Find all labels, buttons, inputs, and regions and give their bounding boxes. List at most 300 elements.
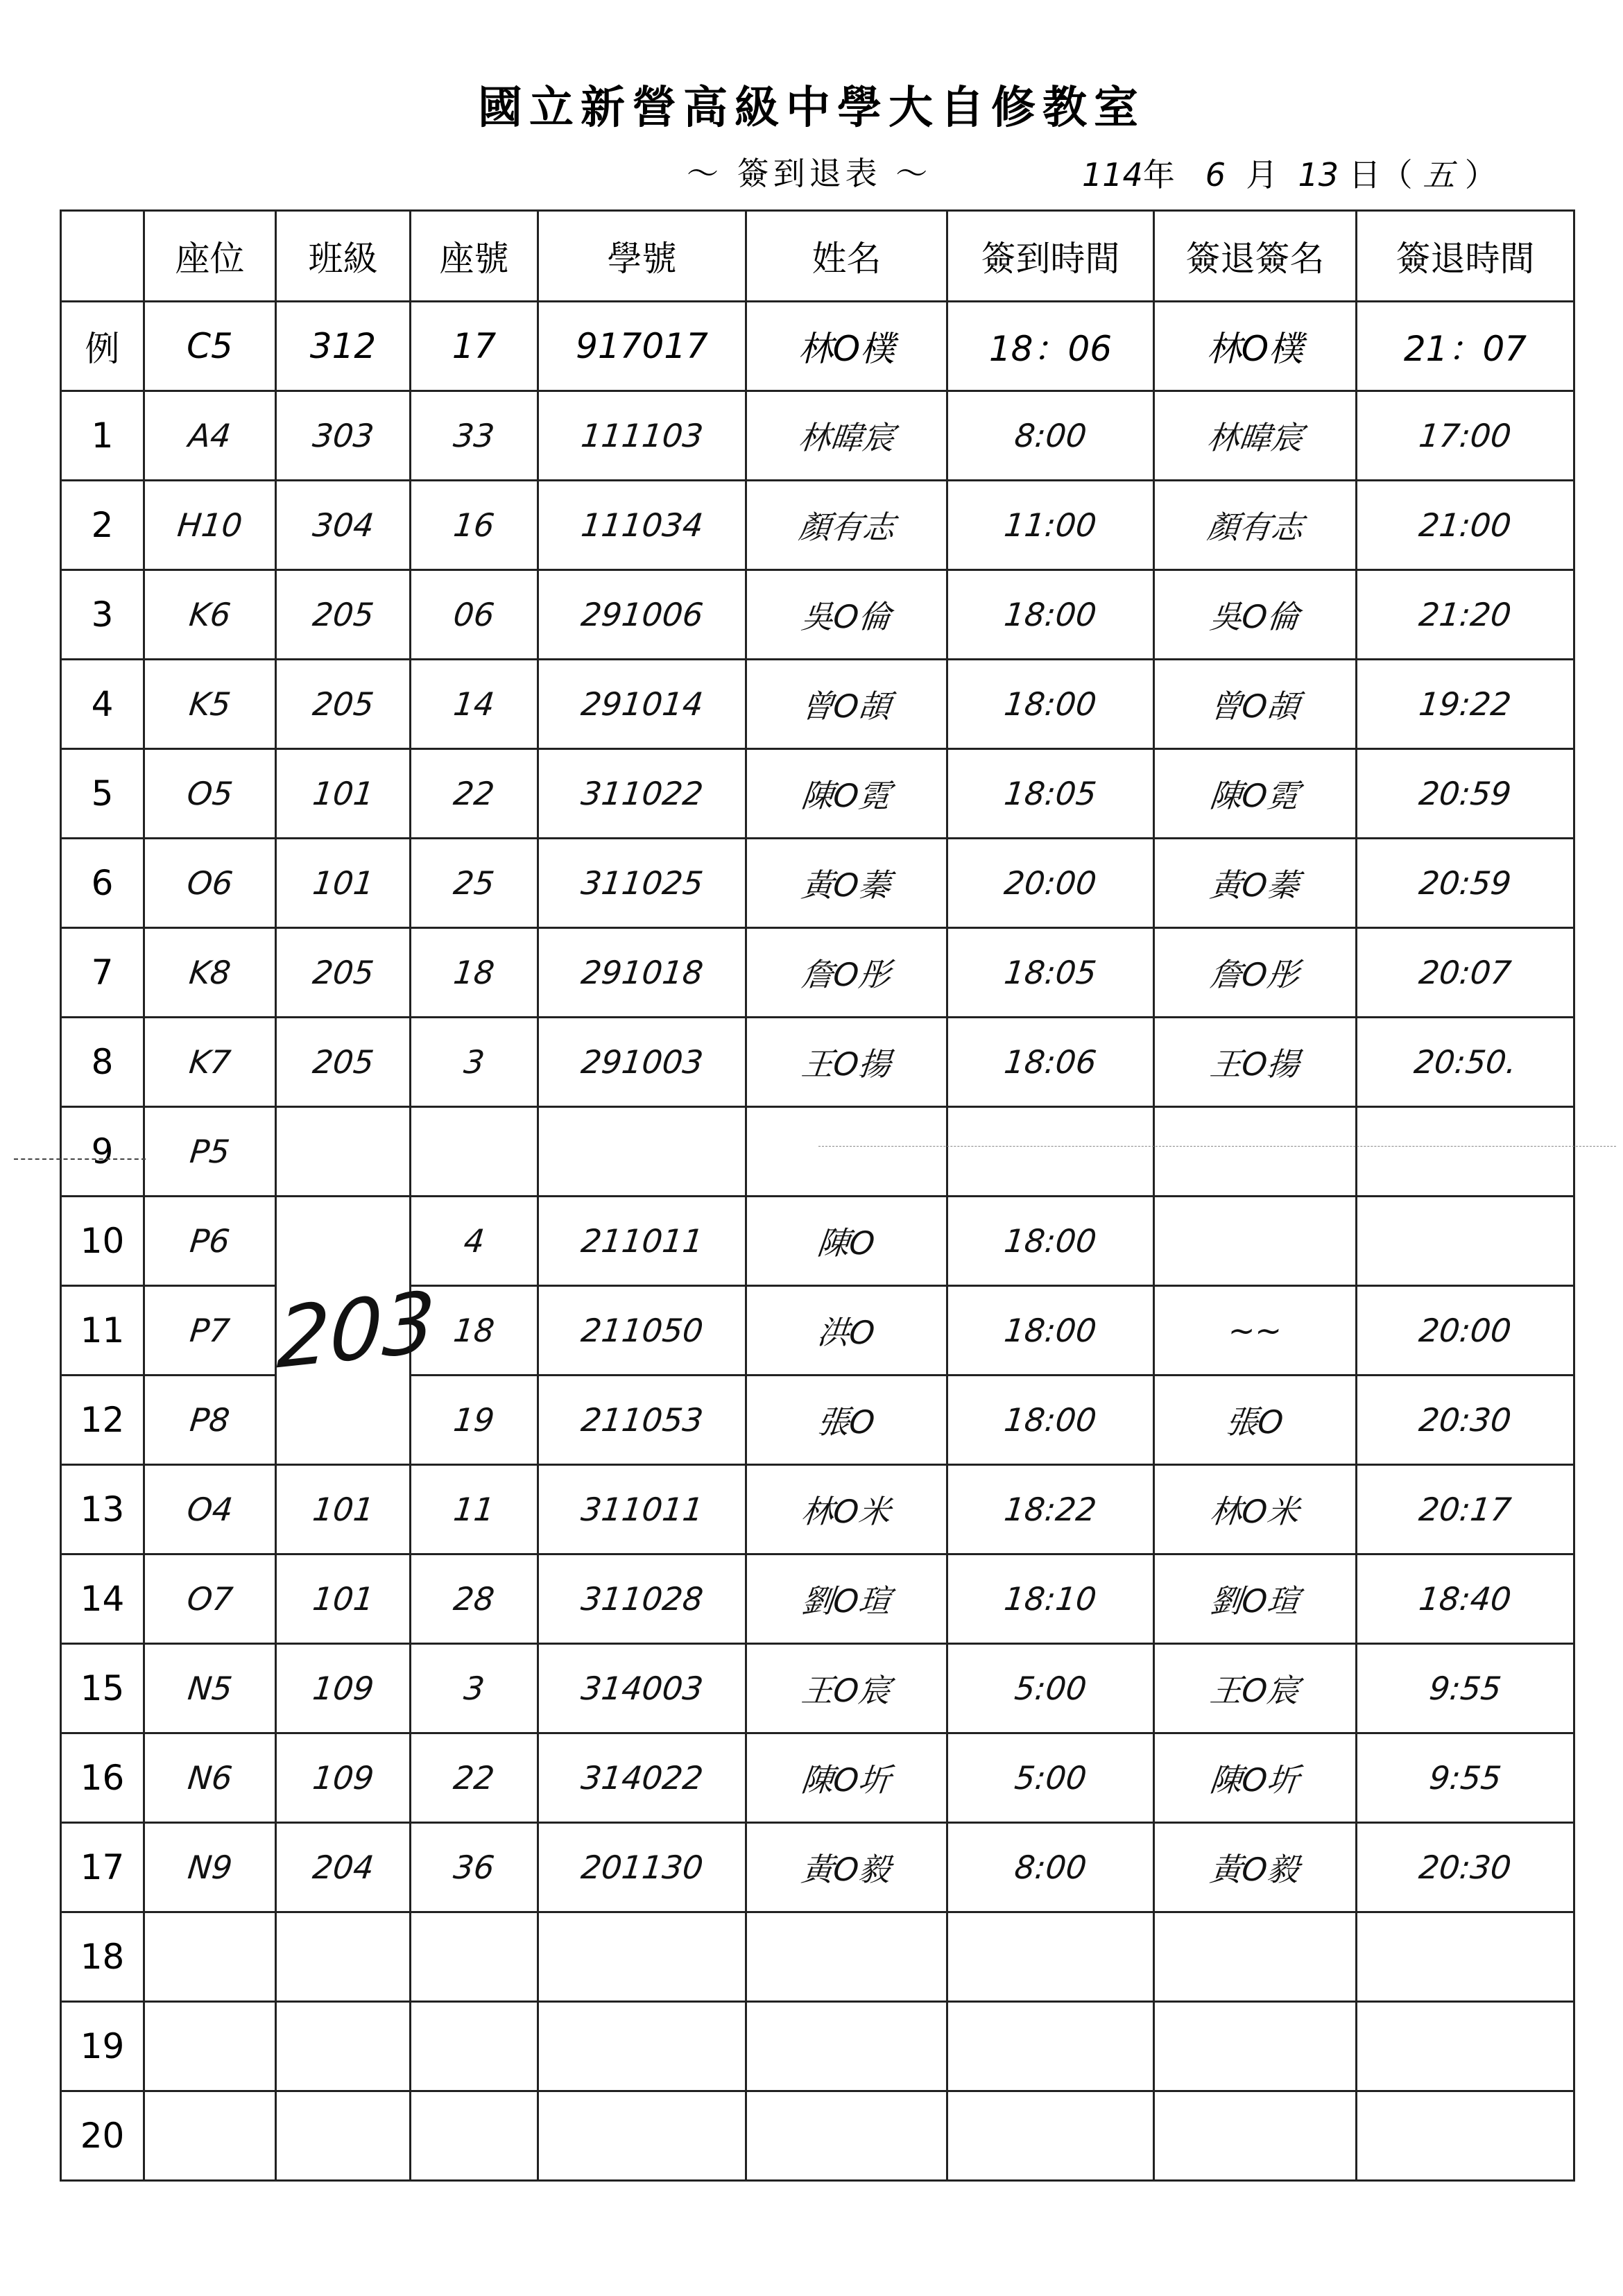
student-id-cell-value: 311011 — [578, 1491, 705, 1528]
sign-in-time-cell — [947, 1823, 1154, 1912]
sign-out-time-cell-value: 9:55 — [1427, 1759, 1503, 1797]
table-row — [61, 1733, 1574, 1823]
seat-no-cell-value: 18 — [452, 1312, 497, 1349]
class-cell — [276, 749, 411, 839]
table-row — [61, 928, 1574, 1018]
table-row — [61, 1465, 1574, 1554]
student-id-cell — [538, 839, 746, 928]
seat-no-cell — [411, 1465, 538, 1554]
name-cell-value: 洪O — [816, 1314, 877, 1351]
name-cell — [746, 928, 947, 1018]
table-row — [61, 1823, 1574, 1912]
col-header-class: 班級 — [276, 211, 411, 302]
sign-in-time-cell-value: 18:06 — [1002, 1043, 1099, 1081]
scan-artifact-line — [14, 1158, 146, 1160]
seat-cell-value: O7 — [184, 1580, 235, 1618]
seat-cell — [144, 2002, 276, 2091]
sign-out-signature-cell-value: 曾O頡 — [1208, 687, 1302, 725]
row-index: 7 — [61, 928, 144, 1018]
sign-in-time-cell — [947, 1733, 1154, 1823]
col-header-seat: 座位 — [144, 211, 276, 302]
sign-in-time-cell-value: 18:00 — [1002, 1312, 1099, 1349]
seat-cell-value: N5 — [185, 1670, 234, 1707]
seat-no-cell-value: 36 — [452, 1849, 497, 1886]
name-cell-value: 詹O彤 — [800, 956, 893, 993]
sign-out-signature-cell — [1154, 1286, 1357, 1376]
sign-out-signature-cell-value: 詹O彤 — [1208, 956, 1302, 993]
class-cell — [276, 1554, 411, 1644]
seat-no-cell — [411, 1823, 538, 1912]
name-cell-value: 王O宸 — [800, 1672, 893, 1709]
example-row — [61, 302, 1574, 391]
seat-no-cell — [411, 660, 538, 749]
sign-out-time-cell — [1357, 660, 1574, 749]
seat-cell — [144, 1107, 276, 1197]
name-cell — [746, 1912, 947, 2002]
class-cell-value: 205 — [310, 596, 376, 633]
sign-out-signature-cell — [1154, 481, 1357, 570]
table-row — [61, 1912, 1574, 2002]
class-cell — [276, 391, 411, 481]
table-row — [61, 570, 1574, 660]
sign-in-time-cell — [947, 570, 1154, 660]
sign-in-time-cell — [947, 1286, 1154, 1376]
sign-in-time-cell-value: 18:10 — [1002, 1580, 1099, 1618]
student-id-cell — [538, 1376, 746, 1465]
seat-no-cell-value: 28 — [452, 1580, 497, 1618]
name-cell-value: 黃O蓁 — [800, 866, 893, 904]
seat-no-cell-value: 18 — [452, 954, 497, 991]
class-cell-value: 101 — [310, 775, 376, 812]
sign-out-time-cell — [1357, 1554, 1574, 1644]
name-cell-value: 吳O倫 — [800, 598, 893, 635]
student-id-cell-value: 211011 — [578, 1222, 705, 1260]
name-cell — [746, 2091, 947, 2181]
row-index: 10 — [61, 1197, 144, 1286]
name-cell-value: 林暐宸 — [796, 419, 897, 456]
sign-out-signature-cell — [1154, 1733, 1357, 1823]
sign-out-time-cell-value: 21:00 — [1417, 506, 1513, 544]
seat-no-cell-value: 33 — [452, 417, 497, 454]
row-index: 13 — [61, 1465, 144, 1554]
sign-out-signature-cell-value: 黃O毅 — [1208, 1851, 1302, 1888]
sign-in-time-cell — [947, 391, 1154, 481]
sign-out-time-cell-value: 20:59 — [1417, 864, 1513, 902]
class-cell-value: 204 — [310, 1849, 376, 1886]
seat-no-cell — [411, 1107, 538, 1197]
student-id-cell-value: 211050 — [578, 1312, 705, 1349]
sign-out-time-cell — [1357, 391, 1574, 481]
sign-out-time-cell-value: 19:22 — [1417, 685, 1513, 723]
sign-out-time-cell-value: 20:30 — [1417, 1401, 1513, 1439]
col-header-index — [61, 211, 144, 302]
subtitle: ～ 簽到退表 ～ — [687, 155, 932, 192]
student-id-cell-value: 311022 — [578, 775, 705, 812]
sign-out-time-cell — [1357, 1465, 1574, 1554]
student-id-cell — [538, 1465, 746, 1554]
class-cell — [276, 1465, 411, 1554]
sign-out-signature-cell — [1154, 928, 1357, 1018]
name-cell — [746, 1286, 947, 1376]
col-header-seat-no: 座號 — [411, 211, 538, 302]
seat-no-cell — [411, 1197, 538, 1286]
seat-cell-value: K7 — [187, 1043, 233, 1081]
sign-out-time-cell — [1357, 1018, 1574, 1107]
seat-no-cell-value: 06 — [452, 596, 497, 633]
seat-no-cell — [411, 481, 538, 570]
sign-out-time-cell — [1357, 1376, 1574, 1465]
class-cell — [276, 1644, 411, 1733]
table-row — [61, 1107, 1574, 1197]
sign-in-time-cell — [947, 1644, 1154, 1733]
sign-in-time-cell — [947, 1465, 1154, 1554]
seat-no-cell — [411, 2002, 538, 2091]
seat-cell — [144, 749, 276, 839]
seat-cell — [144, 1376, 276, 1465]
name-cell — [746, 570, 947, 660]
student-id-cell — [538, 2002, 746, 2091]
sign-in-time-cell — [947, 2002, 1154, 2091]
sign-out-time-cell-value: 20:00 — [1417, 1312, 1513, 1349]
seat-cell-value: O6 — [184, 864, 235, 902]
name-cell-value: 陳O圻 — [800, 1761, 893, 1799]
class-cell-value: 205 — [310, 954, 376, 991]
row-index: 12 — [61, 1376, 144, 1465]
class-cell — [276, 481, 411, 570]
student-id-cell — [538, 1197, 746, 1286]
student-id-cell-value: 201130 — [578, 1849, 705, 1886]
date-weekday: 五 — [1423, 156, 1455, 194]
table-row — [61, 1197, 1574, 1286]
name-cell — [746, 1018, 947, 1107]
seat-no-cell — [411, 839, 538, 928]
table-row — [61, 2002, 1574, 2091]
seat-no-cell — [411, 1376, 538, 1465]
seat-cell — [144, 1644, 276, 1733]
date-month: 6 — [1205, 156, 1226, 194]
name-cell — [746, 839, 947, 928]
seat-cell-value: O4 — [184, 1491, 235, 1528]
sign-out-time-cell — [1357, 570, 1574, 660]
sign-out-time-cell — [1357, 839, 1574, 928]
name-cell — [746, 1465, 947, 1554]
row-index: 14 — [61, 1554, 144, 1644]
sign-in-time-cell-value: 8:00 — [1013, 417, 1088, 454]
sign-out-signature-cell-value: 陳O霓 — [1208, 777, 1302, 814]
seat-cell — [144, 839, 276, 928]
sign-out-time-cell — [1357, 1197, 1574, 1286]
name-cell — [746, 1644, 947, 1733]
class-cell — [276, 839, 411, 928]
student-id-cell-value: 111034 — [578, 506, 705, 544]
name-cell — [746, 481, 947, 570]
sign-out-signature-cell-value: 顏有志 — [1205, 508, 1305, 546]
student-id-cell-value: 311025 — [578, 864, 705, 902]
name-cell — [746, 1733, 947, 1823]
row-index: 5 — [61, 749, 144, 839]
table-row — [61, 481, 1574, 570]
sign-in-time-cell — [947, 1554, 1154, 1644]
student-id-cell-value: 211053 — [578, 1401, 705, 1439]
page-title: 國立新營高級中學大自修教室 — [478, 82, 1145, 134]
sign-out-time-cell-value: 20:17 — [1417, 1491, 1513, 1528]
seat-cell — [144, 660, 276, 749]
sign-in-time-cell-value: 18:22 — [1002, 1491, 1099, 1528]
name-cell-value: 顏有志 — [796, 508, 897, 546]
seat-cell — [144, 1823, 276, 1912]
name-cell-value: 劉O瑄 — [800, 1582, 893, 1620]
student-id-cell — [538, 1733, 746, 1823]
name-cell-value: 曾O頡 — [800, 687, 893, 725]
sign-in-time-cell-value: 20:00 — [1002, 864, 1099, 902]
sign-in-time-cell — [947, 1107, 1154, 1197]
date-year: 114 — [1082, 156, 1143, 194]
class-cell — [276, 1107, 411, 1197]
class-cell — [276, 660, 411, 749]
table-row — [61, 749, 1574, 839]
sign-out-time-cell — [1357, 2091, 1574, 2181]
sign-out-time-cell-value: 20:30 — [1417, 1849, 1513, 1886]
seat-cell-value: N9 — [185, 1849, 234, 1886]
seat-no-cell-value: 3 — [462, 1670, 486, 1707]
seat-no-cell-value: 22 — [452, 775, 497, 812]
seat-no-cell — [411, 1554, 538, 1644]
class-cell-value: 303 — [310, 417, 376, 454]
seat-cell — [144, 1286, 276, 1376]
col-header-sign-in-time: 簽到時間 — [947, 211, 1154, 302]
table-row — [61, 1018, 1574, 1107]
sign-in-time-cell-value: 18:00 — [1002, 685, 1099, 723]
col-header-sign-out-time: 簽退時間 — [1357, 211, 1574, 302]
student-id-cell — [538, 1554, 746, 1644]
sign-in-time-cell-value: 18:00 — [1002, 1401, 1099, 1439]
class-cell-value: 101 — [310, 864, 376, 902]
student-id-cell — [538, 481, 746, 570]
table-row — [61, 660, 1574, 749]
name-cell — [746, 1823, 947, 1912]
seat-cell — [144, 1465, 276, 1554]
col-header-name: 姓名 — [746, 211, 947, 302]
row-index: 18 — [61, 1912, 144, 2002]
student-id-cell — [538, 1823, 746, 1912]
example-sign-in-time-cell: 18：06 — [947, 302, 1154, 391]
row-index: 8 — [61, 1018, 144, 1107]
sign-in-time-cell — [947, 928, 1154, 1018]
seat-no-cell — [411, 391, 538, 481]
sign-in-time-cell-value: 18:05 — [1002, 775, 1099, 812]
sign-out-signature-cell — [1154, 1823, 1357, 1912]
student-id-cell — [538, 928, 746, 1018]
sign-in-time-cell — [947, 749, 1154, 839]
student-id-cell-value: 311028 — [578, 1580, 705, 1618]
student-id-cell-value: 314022 — [578, 1759, 705, 1797]
sign-out-time-cell — [1357, 1107, 1574, 1197]
name-cell — [746, 391, 947, 481]
sign-in-time-cell — [947, 839, 1154, 928]
name-cell — [746, 1107, 947, 1197]
row-index: 19 — [61, 2002, 144, 2091]
sign-out-signature-cell — [1154, 1554, 1357, 1644]
sign-out-signature-cell-value: ~~ — [1226, 1312, 1284, 1349]
class-cell — [276, 1823, 411, 1912]
class-cell — [276, 2091, 411, 2181]
sign-out-time-cell — [1357, 2002, 1574, 2091]
class-cell-value: 101 — [310, 1580, 376, 1618]
example-sign-out-signature-cell: 林O樸 — [1154, 302, 1357, 391]
row-index: 17 — [61, 1823, 144, 1912]
date-line: 114年 6 月 13 日（ 五 ） — [1082, 156, 1497, 194]
sign-out-time-cell-value: 21:20 — [1417, 596, 1513, 633]
date-month-label: 月 — [1246, 156, 1278, 194]
row-index: 4 — [61, 660, 144, 749]
scan-artifact-line — [818, 1146, 1616, 1147]
class-cell — [276, 928, 411, 1018]
sign-in-time-cell — [947, 1197, 1154, 1286]
sign-out-signature-cell — [1154, 391, 1357, 481]
sign-in-time-cell-value: 8:00 — [1013, 1849, 1088, 1886]
sign-in-time-cell-value: 11:00 — [1002, 506, 1099, 544]
class-cell-value: 101 — [310, 1491, 376, 1528]
seat-no-cell — [411, 1644, 538, 1733]
sign-in-time-cell — [947, 1912, 1154, 2002]
row-index: 3 — [61, 570, 144, 660]
row-index: 9 — [61, 1107, 144, 1197]
date-year-label: 年 — [1142, 156, 1175, 194]
col-header-sign-out-signature: 簽退簽名 — [1154, 211, 1357, 302]
student-id-cell — [538, 570, 746, 660]
table-row — [61, 2091, 1574, 2181]
name-cell — [746, 2002, 947, 2091]
row-index: 2 — [61, 481, 144, 570]
student-id-cell — [538, 1286, 746, 1376]
example-seat-cell: C5 — [144, 302, 276, 391]
student-id-cell — [538, 2091, 746, 2181]
example-class-cell: 312 — [276, 302, 411, 391]
sign-out-signature-cell — [1154, 1465, 1357, 1554]
date-day-label: 日 — [1348, 156, 1381, 194]
class-cell-value: 205 — [310, 1043, 376, 1081]
name-cell-value: 黃O毅 — [800, 1851, 893, 1888]
table-row — [61, 391, 1574, 481]
sign-out-time-cell — [1357, 1644, 1574, 1733]
sign-out-signature-cell — [1154, 660, 1357, 749]
table-row — [61, 839, 1574, 928]
table-row — [61, 1554, 1574, 1644]
row-index: 15 — [61, 1644, 144, 1733]
sign-out-signature-cell — [1154, 2002, 1357, 2091]
sign-out-time-cell-value: 17:00 — [1417, 417, 1513, 454]
seat-cell — [144, 2091, 276, 2181]
sign-out-signature-cell — [1154, 2091, 1357, 2181]
seat-no-cell — [411, 1018, 538, 1107]
class-cell — [276, 1018, 411, 1107]
sign-out-time-cell-value: 9:55 — [1427, 1670, 1503, 1707]
seat-cell-value: A4 — [187, 417, 233, 454]
row-index: 20 — [61, 2091, 144, 2181]
class-cell — [276, 2002, 411, 2091]
class-cell-value: 109 — [310, 1670, 376, 1707]
sign-out-time-cell — [1357, 928, 1574, 1018]
sign-out-time-cell-value: 20:59 — [1417, 775, 1513, 812]
seat-cell-value: P6 — [188, 1222, 232, 1260]
col-header-student-id: 學號 — [538, 211, 746, 302]
seat-cell-value: P8 — [188, 1401, 232, 1439]
sign-in-time-cell — [947, 660, 1154, 749]
sign-out-signature-cell-value: 劉O瑄 — [1208, 1582, 1302, 1620]
sign-out-signature-cell-value: 黃O蓁 — [1208, 866, 1302, 904]
seat-cell-value: O5 — [184, 775, 235, 812]
sign-in-time-cell — [947, 2091, 1154, 2181]
sign-out-signature-cell-value: 陳O圻 — [1208, 1761, 1302, 1799]
sign-out-signature-cell-value: 林暐宸 — [1205, 419, 1305, 456]
example-row-index: 例 — [61, 302, 144, 391]
student-id-cell-value: 291014 — [578, 685, 705, 723]
sign-out-signature-cell — [1154, 570, 1357, 660]
sign-in-time-cell-value: 18:00 — [1002, 596, 1099, 633]
seat-no-cell-value: 19 — [452, 1401, 497, 1439]
name-cell-value: 張O — [816, 1403, 877, 1441]
sign-in-time-cell — [947, 1376, 1154, 1465]
seat-no-cell-value: 11 — [452, 1491, 497, 1528]
seat-no-cell-value: 3 — [462, 1043, 486, 1081]
class-cell-merged — [275, 1197, 437, 1465]
sign-in-time-cell — [947, 1018, 1154, 1107]
student-id-cell-value: 291006 — [578, 596, 705, 633]
sign-out-time-cell — [1357, 1912, 1574, 2002]
sign-out-time-cell-value: 20:07 — [1417, 954, 1513, 991]
seat-cell — [144, 928, 276, 1018]
name-cell — [746, 660, 947, 749]
seat-no-cell — [411, 1912, 538, 2002]
sign-out-signature-cell — [1154, 1018, 1357, 1107]
class-cell — [276, 570, 411, 660]
seat-no-cell — [411, 749, 538, 839]
student-id-cell-value: 291018 — [578, 954, 705, 991]
sign-out-time-cell — [1357, 1733, 1574, 1823]
class-cell — [276, 1733, 411, 1823]
seat-no-cell — [411, 570, 538, 660]
example-seat-no-cell: 17 — [411, 302, 538, 391]
student-id-cell — [538, 749, 746, 839]
seat-no-cell — [411, 2091, 538, 2181]
seat-cell-value: P7 — [188, 1312, 232, 1349]
sign-in-time-cell — [947, 481, 1154, 570]
student-id-cell — [538, 1018, 746, 1107]
seat-cell — [144, 1554, 276, 1644]
date-day: 13 — [1298, 156, 1339, 194]
sign-out-signature-cell — [1154, 1912, 1357, 2002]
seat-cell — [144, 570, 276, 660]
sign-out-signature-cell — [1154, 749, 1357, 839]
name-cell — [746, 1554, 947, 1644]
sign-out-signature-cell — [1154, 839, 1357, 928]
seat-cell-value: N6 — [185, 1759, 234, 1797]
example-sign-out-time-cell: 21：07 — [1357, 302, 1574, 391]
seat-cell-value: H10 — [175, 506, 244, 544]
sign-out-signature-cell-value: 王O宸 — [1208, 1672, 1302, 1709]
seat-cell — [144, 1912, 276, 2002]
student-id-cell — [538, 391, 746, 481]
row-index: 16 — [61, 1733, 144, 1823]
name-cell-value: 陳O — [816, 1224, 877, 1262]
merged-class-value: 203 — [275, 1273, 437, 1388]
table-row — [61, 1644, 1574, 1733]
class-cell-value: 205 — [310, 685, 376, 723]
sign-out-time-cell-value: 18:40 — [1417, 1580, 1513, 1618]
seat-cell — [144, 391, 276, 481]
class-cell — [276, 1912, 411, 2002]
seat-no-cell — [411, 928, 538, 1018]
